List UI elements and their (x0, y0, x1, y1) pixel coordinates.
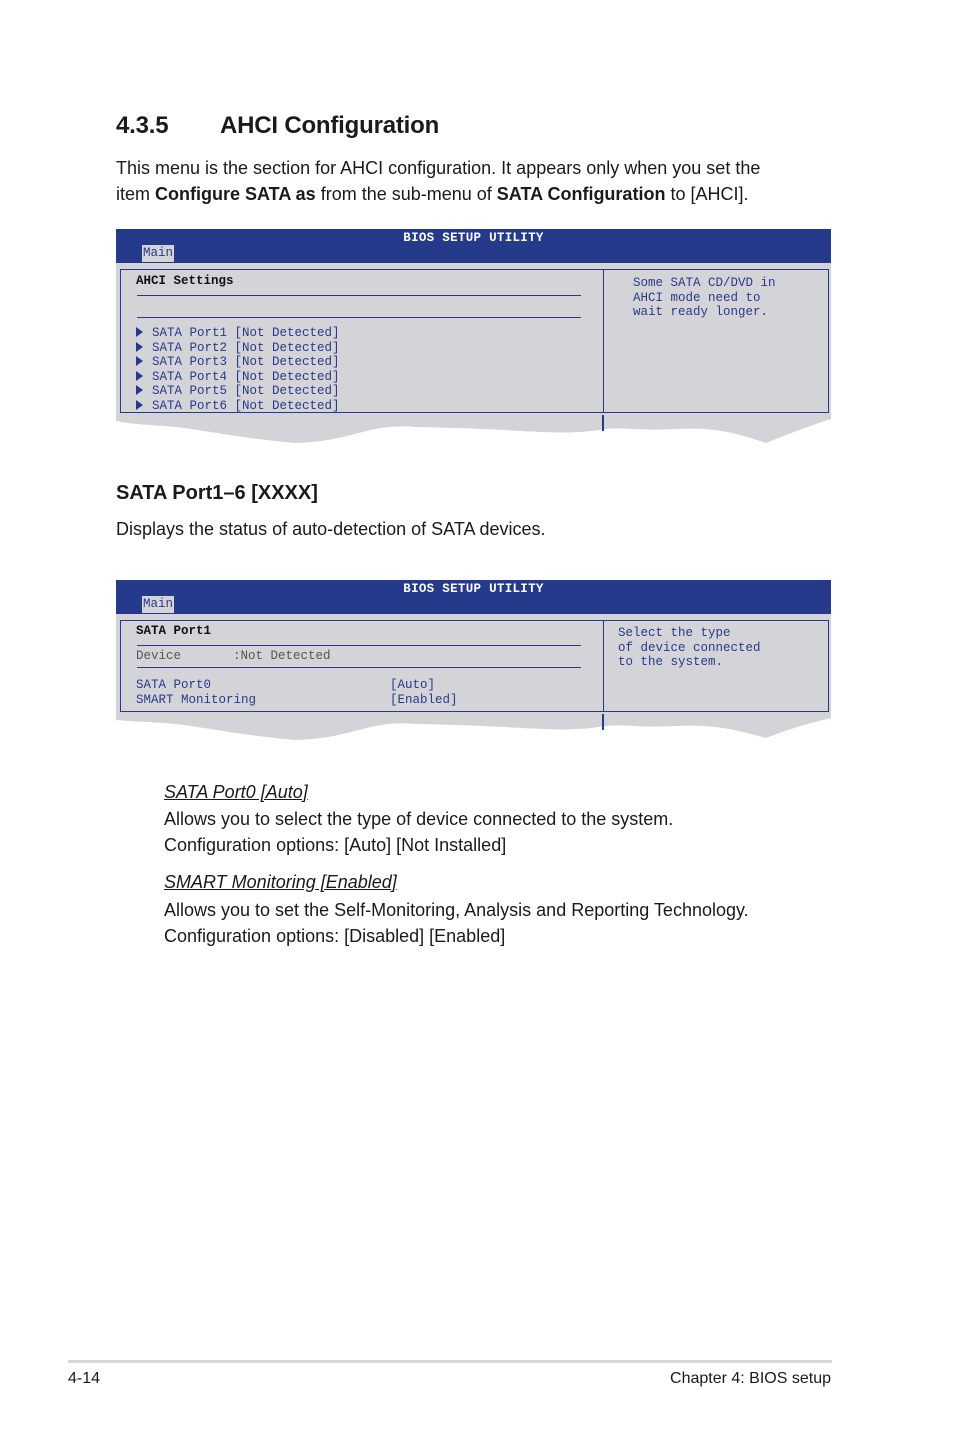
bios-help-panel (603, 269, 829, 413)
help-line: Select the type (618, 626, 731, 640)
device-label: Device (136, 649, 182, 663)
bios-header (116, 580, 831, 614)
intro-text: to [AHCI]. (665, 184, 749, 204)
bios-screen-ahci (116, 229, 831, 447)
section-number: 4.3.5 (116, 112, 169, 139)
divider (137, 317, 581, 318)
option-desc: Configuration options: [Disabled] [Enabled] (164, 926, 506, 946)
bios-panel-heading: SATA Port1 (136, 624, 212, 638)
bios-body (116, 263, 831, 413)
option-title-sata-port0: SATA Port0 [Auto] (164, 782, 308, 802)
bios-panel-heading: AHCI Settings (136, 274, 234, 288)
bios-settings-panel (120, 620, 604, 712)
intro-bold-sata-configuration: SATA Configuration (496, 184, 666, 204)
smart-monitoring-value[interactable]: [Enabled] (390, 692, 458, 707)
divider (137, 295, 581, 296)
help-line: Some SATA CD/DVD in (633, 276, 776, 290)
port-item[interactable]: SATA Port2 [Not Detected] (136, 341, 340, 356)
option-desc: Configuration options: [Auto] [Not Installed] (164, 835, 507, 855)
bios-settings-panel (120, 269, 604, 413)
bios-body (116, 614, 831, 714)
option-title-smart-monitoring: SMART Monitoring [Enabled] (164, 872, 397, 892)
intro-text: from the sub-menu of (315, 184, 497, 204)
help-line: wait ready longer. (633, 305, 769, 320)
sata-port0-label[interactable]: SATA Port0 (136, 678, 212, 692)
help-text (633, 276, 776, 320)
bios-help-panel (603, 620, 829, 712)
bios-title: BIOS SETUP UTILITY (403, 582, 544, 596)
triangle-right-icon (136, 356, 143, 366)
triangle-right-icon (136, 342, 143, 352)
intro-line-1: This menu is the section for AHCI configuration. It appears only when you set the (116, 158, 761, 178)
bios-tab-main[interactable]: Main (143, 246, 174, 260)
help-line: AHCI mode need to (633, 290, 761, 305)
page-number: 4-14 (68, 1370, 101, 1387)
torn-edge (116, 413, 831, 447)
port-item[interactable]: SATA Port3 [Not Detected] (136, 355, 340, 370)
help-text (618, 626, 761, 670)
option-desc: Allows you to set the Self-Monitoring, Analysis and Reporting Technology. (164, 900, 749, 920)
divider (137, 645, 581, 646)
divider (137, 667, 581, 668)
triangle-right-icon (136, 371, 143, 381)
bios-tab-main[interactable]: Main (143, 597, 174, 611)
option-desc: Allows you to select the type of device connected to the system. (164, 809, 674, 829)
subsection-title: SATA Port1–6 [XXXX] (116, 482, 318, 504)
help-line: to the system. (618, 655, 724, 670)
torn-edge (116, 714, 831, 744)
triangle-right-icon (136, 400, 143, 410)
intro-text: item (116, 184, 156, 204)
triangle-right-icon (136, 385, 143, 395)
sata-port0-value[interactable]: [Auto] (390, 678, 436, 692)
section-heading (116, 112, 439, 140)
bios-title: BIOS SETUP UTILITY (403, 231, 544, 245)
bios-header (116, 229, 831, 263)
bios-screen-sata-port (116, 580, 831, 744)
triangle-right-icon (136, 327, 143, 337)
smart-monitoring-label[interactable]: SMART Monitoring (136, 692, 257, 707)
port-item[interactable]: SATA Port5 [Not Detected] (136, 384, 340, 399)
section-title: AHCI Configuration (220, 112, 440, 139)
subsection-description: Displays the status of auto-detection of SATA devices. (116, 519, 546, 539)
footer-divider (68, 1360, 832, 1363)
port-item[interactable]: SATA Port1 [Not Detected] (136, 326, 340, 341)
help-line: of device connected (618, 640, 761, 655)
device-value: :Not Detected (233, 649, 331, 663)
intro-bold-configure-sata: Configure SATA as (155, 184, 316, 204)
port-item[interactable]: SATA Port6 [Not Detected] (136, 399, 340, 414)
chapter-label: Chapter 4: BIOS setup (670, 1370, 831, 1387)
intro-line-2 (116, 181, 748, 207)
port-item[interactable]: SATA Port4 [Not Detected] (136, 370, 340, 385)
port-list (136, 326, 340, 414)
